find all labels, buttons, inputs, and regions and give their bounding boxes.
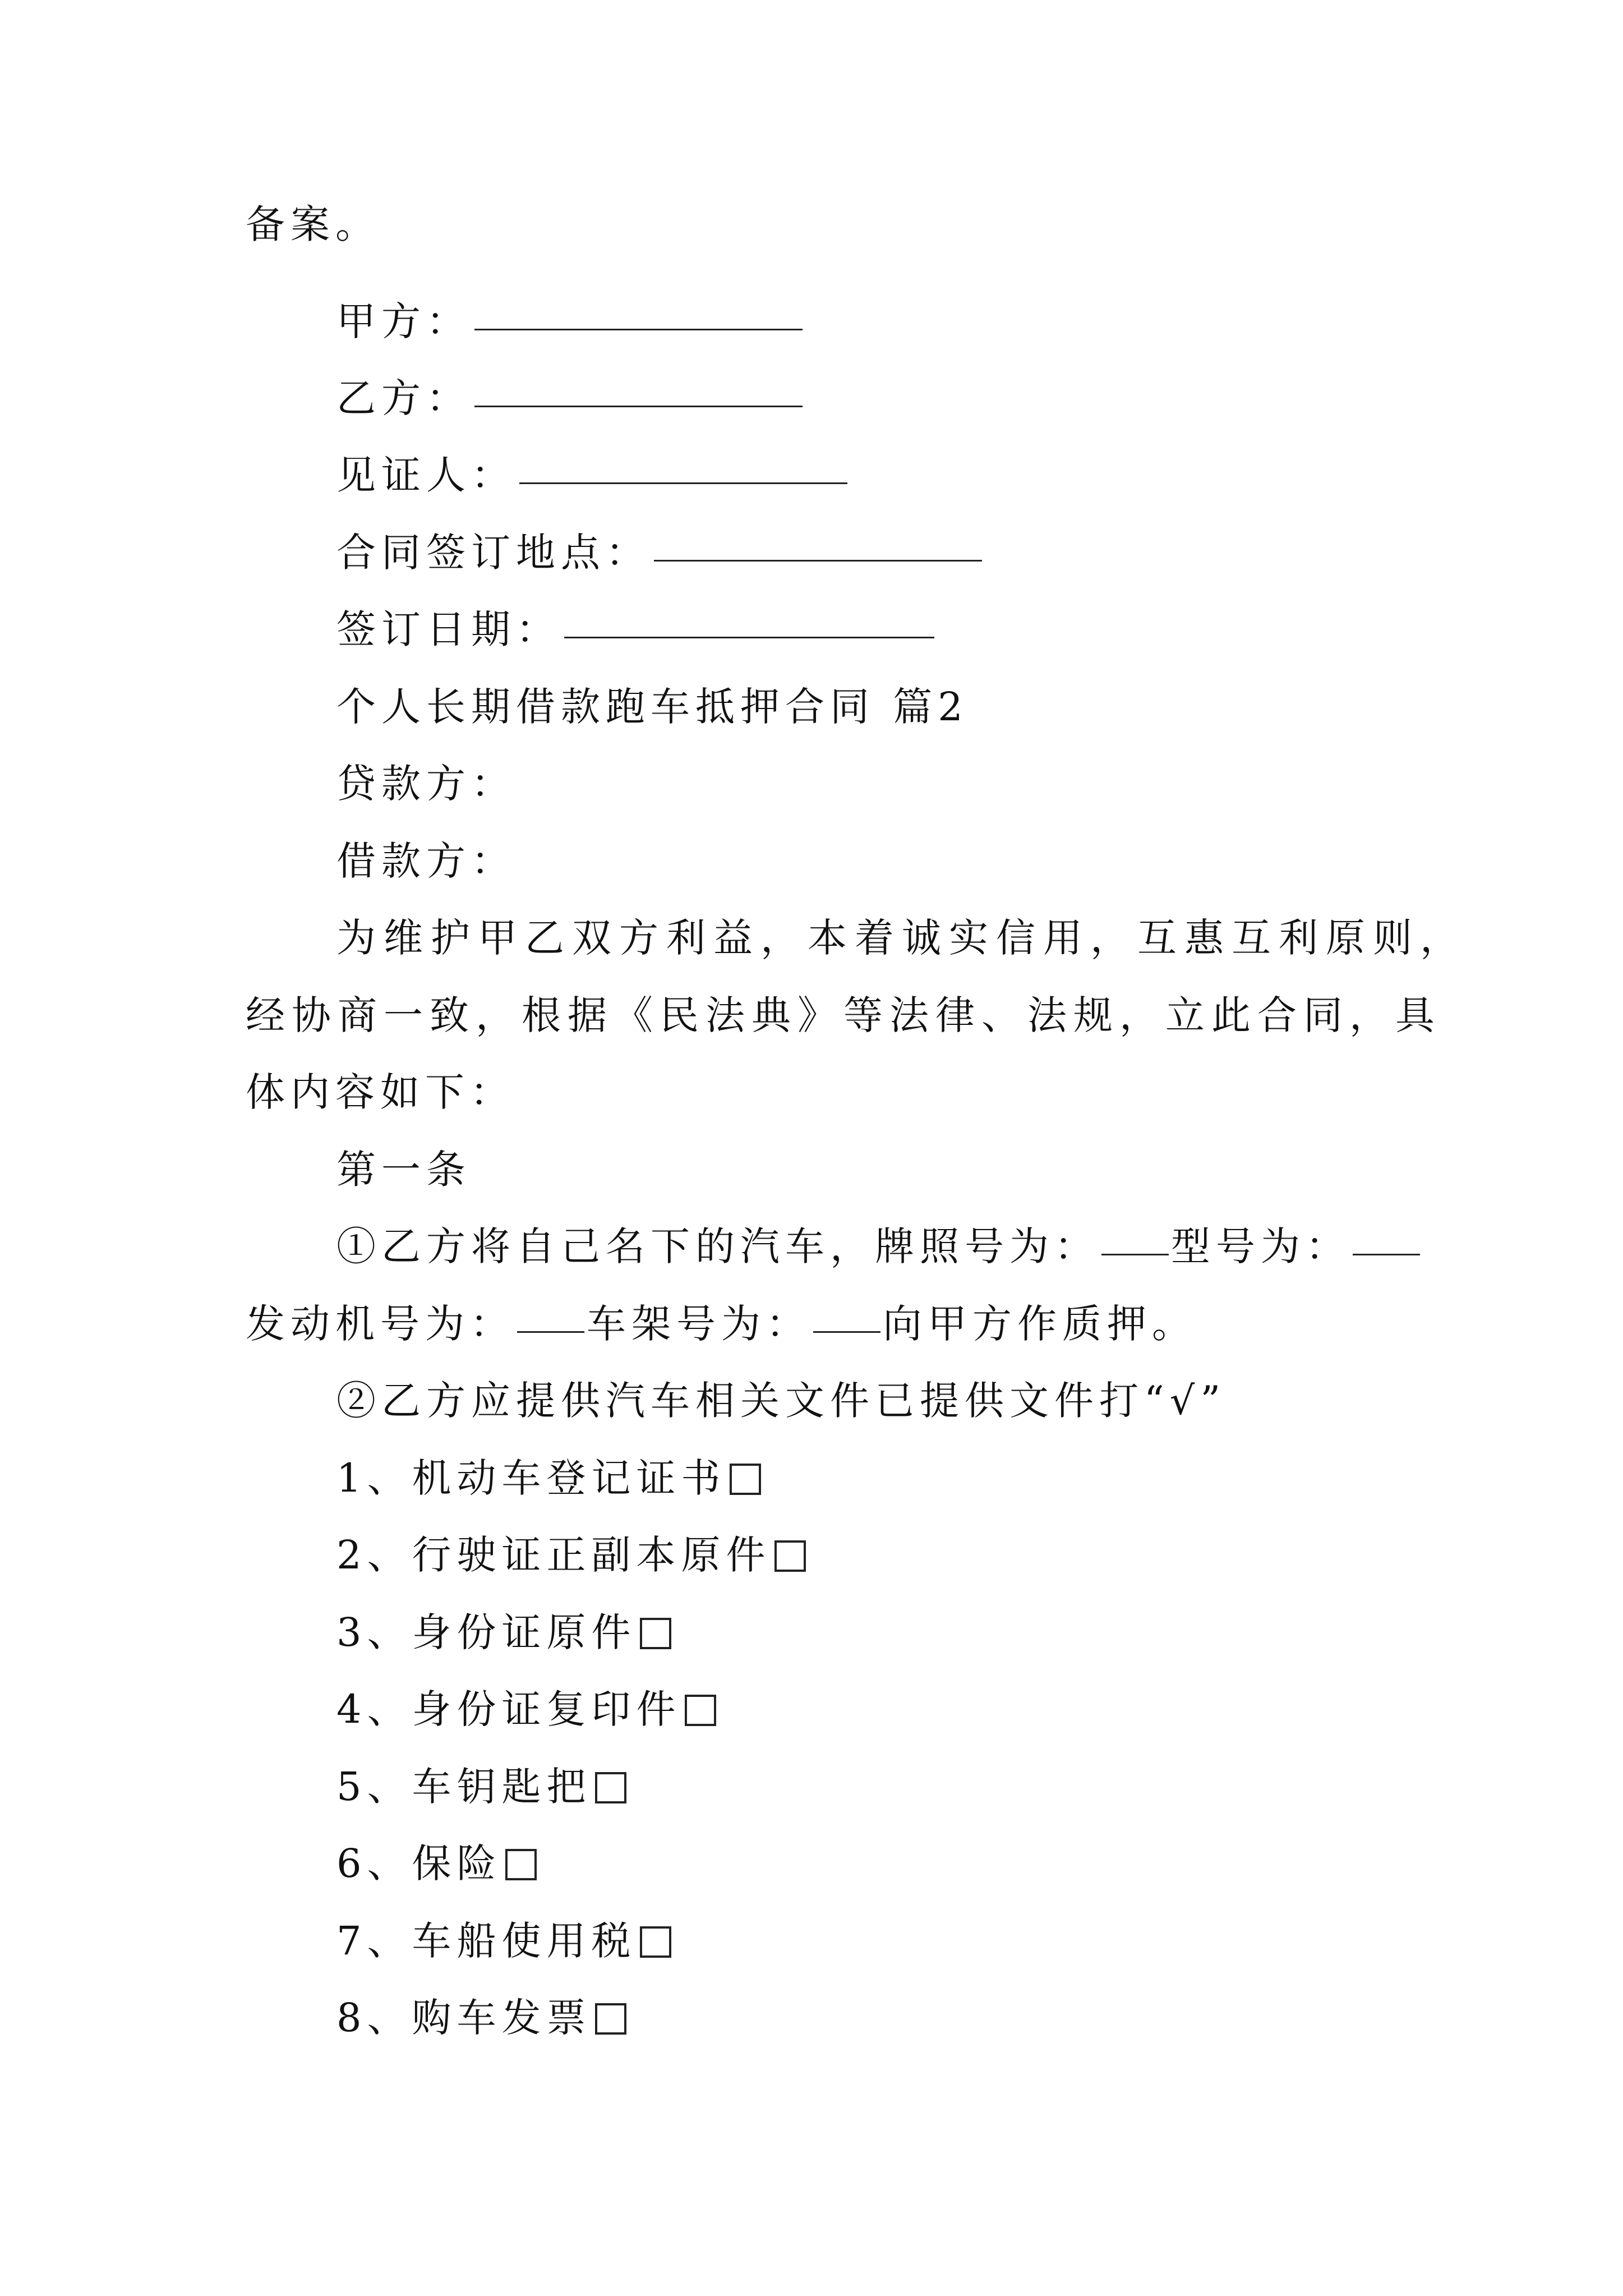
clause-text: 车架号为：	[587, 1301, 811, 1347]
lender-line	[336, 753, 1623, 815]
checkbox[interactable]	[595, 2003, 626, 2035]
signing-place-line	[336, 522, 1623, 583]
clause-text: 发动机号为：	[246, 1301, 515, 1347]
article-title: 第一条	[336, 1147, 471, 1193]
checkbox[interactable]	[505, 1849, 537, 1880]
lender-label: 贷款方：	[336, 761, 516, 807]
signing-date-label: 签订日期：	[336, 606, 561, 652]
list-item	[336, 1678, 1623, 1740]
party-b-label: 乙方：	[336, 375, 471, 421]
list-item-label: 2、行驶证正副本原件	[336, 1532, 771, 1578]
list-item	[336, 1602, 1623, 1663]
witness-blank	[519, 481, 847, 484]
article-heading	[336, 1139, 1623, 1200]
checkbox[interactable]	[685, 1695, 716, 1726]
list-item-label: 5、车钥匙把	[336, 1764, 592, 1810]
continuation-text: 备案。	[246, 201, 380, 247]
signing-place-label: 合同签订地点：	[336, 530, 651, 576]
plate-number-blank	[1101, 1254, 1169, 1255]
list-item-label: 8、购车发票	[336, 1995, 592, 2041]
party-a-line	[336, 291, 1623, 352]
signing-date-line	[336, 599, 1623, 660]
list-item-label: 4、身份证复印件	[336, 1686, 681, 1732]
list-item	[336, 1447, 1623, 1509]
paragraph-line	[246, 984, 1623, 1046]
list-item	[336, 1524, 1623, 1586]
clause-line	[336, 1370, 1623, 1432]
clause-text: 型号为：	[1171, 1223, 1350, 1269]
paragraph-line	[246, 1061, 1623, 1123]
checkbox[interactable]	[640, 1926, 671, 1958]
checkbox[interactable]	[640, 1618, 671, 1649]
engine-number-blank	[517, 1331, 584, 1333]
list-item-label: 1、机动车登记证书	[336, 1455, 726, 1501]
list-item	[336, 1833, 1623, 1894]
list-item-label: 3、身份证原件	[336, 1609, 637, 1655]
party-b-line	[336, 367, 1623, 429]
paragraph-text: 经协商一致，根据《民法典》等法律、法规，立此合同，具	[246, 992, 1441, 1038]
list-item	[336, 1756, 1623, 1818]
list-item	[336, 1987, 1623, 2049]
signing-date-blank	[564, 636, 934, 638]
witness-line	[336, 444, 1623, 506]
paragraph-line	[336, 907, 1623, 969]
paragraph-text: 体内容如下：	[246, 1069, 515, 1115]
list-item-label: 7、车船使用税	[336, 1918, 637, 1964]
list-item-label: 6、保险	[336, 1841, 502, 1887]
checkbox[interactable]	[774, 1540, 806, 1572]
clause-text: ①乙方将自己名下的汽车，牌照号为：	[336, 1223, 1099, 1269]
witness-label: 见证人：	[336, 452, 516, 498]
checkbox[interactable]	[595, 1772, 626, 1803]
section-heading	[336, 676, 1623, 738]
section-title: 个人长期借款跑车抵押合同 篇2	[336, 684, 969, 730]
list-item	[336, 1910, 1623, 1972]
vin-blank	[813, 1331, 880, 1333]
clause-text: ②乙方应提供汽车相关文件已提供文件打“√”	[336, 1378, 1227, 1424]
borrower-label: 借款方：	[336, 838, 516, 884]
party-a-label: 甲方：	[336, 298, 471, 344]
borrower-line	[336, 830, 1623, 892]
checkbox[interactable]	[730, 1464, 761, 1495]
clause-text: 向甲方作质押。	[883, 1301, 1197, 1347]
signing-place-blank	[654, 559, 982, 562]
clause-line	[336, 1216, 1623, 1277]
party-b-blank	[474, 404, 803, 407]
text-line	[246, 194, 1623, 255]
clause-line	[246, 1293, 1623, 1355]
party-a-blank	[474, 328, 803, 330]
paragraph-text: 为维护甲乙双方利益，本着诚实信用，互惠互利原则，	[336, 915, 1467, 961]
model-blank	[1353, 1254, 1420, 1255]
